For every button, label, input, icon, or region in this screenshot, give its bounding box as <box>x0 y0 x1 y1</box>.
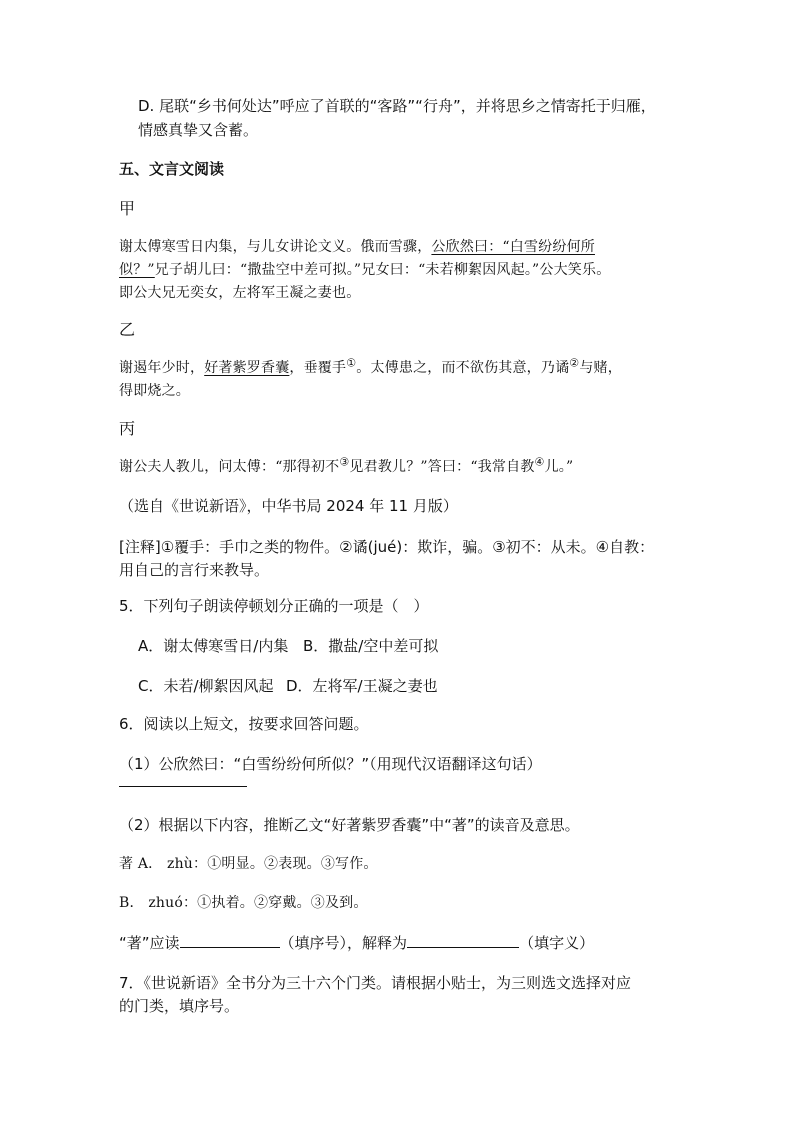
passage-b-line1 <box>119 357 679 380</box>
passage-b-underlined: 好著紫罗香囊 <box>204 360 290 376</box>
source-citation: （选自《世说新语》，中华书局 2024 年 11 月版） <box>119 497 458 515</box>
passage-c-text1: 谢公夫人教儿，问太傅：“那得初不 <box>119 459 340 475</box>
q7-line1: 7．《世说新语》全书分为三十六个门类。请根据小贴士，为三则选文选择对应 <box>119 974 632 992</box>
annotation-line2: 用自己的言行来教导。 <box>119 561 270 579</box>
q6-reading-a: 著 A． zhù：①明显。②表现。③写作。 <box>119 856 378 872</box>
passage-a-underlined2: 似？” <box>119 262 155 278</box>
prev-option-d-line2: 情感真挚又含蓄。 <box>138 121 259 139</box>
passage-a-line3: 即公大兄无奕女，左将军王凝之妻也。 <box>119 285 361 301</box>
q5-stem: 5．下列句子朗读停顿划分正确的一项是（ ） <box>119 597 429 615</box>
q6-stem: 6．阅读以上短文，按要求回答问题。 <box>119 715 369 733</box>
section-title: 五、文言文阅读 <box>119 160 225 178</box>
q6-fill <box>119 931 679 955</box>
q5-options-row1 <box>138 634 698 658</box>
q6-fill-part3: （填字义） <box>519 934 595 952</box>
passage-b-note1: ① <box>346 356 357 370</box>
passage-c-note4: ④ <box>534 455 545 469</box>
q5-option-a: A．谢太傅寒雪日/内集 <box>138 637 289 655</box>
q6-reading-blank[interactable] <box>180 931 280 948</box>
passage-c-line1 <box>119 456 679 479</box>
q6-sub1: （1）公欣然曰：“白雪纷纷何所似？”（用现代汉语翻译这句话） <box>119 755 542 773</box>
passage-a-line1 <box>119 236 679 259</box>
q6-meaning-blank[interactable] <box>407 931 519 948</box>
q5-option-b: B．撒盐/空中差可拟 <box>303 637 439 655</box>
passage-a-label: 甲 <box>119 199 136 218</box>
q6-sub2: （2）根据以下内容，推断乙文“好著紫罗香囊”中“著”的读音及意思。 <box>119 816 580 834</box>
passage-a-text2: 兄子胡儿曰：“撒盐空中差可拟。”兄女曰：“未若柳絮因风起。”公大笑乐。 <box>154 262 611 278</box>
passage-b-text1: 谢遏年少时， <box>119 360 205 376</box>
passage-c-text3: 儿。” <box>544 459 574 475</box>
q5-options-row2 <box>138 674 698 698</box>
annotation-line1: [注释]①覆手：手巾之类的物件。②谲(jué)：欺诈，骗。③初不：从未。④自教： <box>119 538 655 556</box>
passage-b-text2: ，垂覆手 <box>289 360 347 376</box>
passage-a-text1: 谢太傅寒雪日内集，与儿女讲论文义。俄而雪骤， <box>119 239 432 255</box>
passage-a-underlined1: 公欣然曰：“白雪纷纷何所 <box>431 239 595 255</box>
passage-c-note3: ③ <box>339 455 350 469</box>
q6-fill-part1: “著”应读 <box>119 934 180 952</box>
q6-reading-b: B． zhuó：①执着。②穿戴。③及到。 <box>119 895 368 911</box>
passage-b-line2: 得即烧之。 <box>119 383 190 399</box>
passage-c-label: 丙 <box>119 419 136 438</box>
q6-fill-part2: （填序号），解释为 <box>279 934 408 952</box>
q5-option-d: D．左将军/王凝之妻也 <box>286 677 438 695</box>
q6-sub1-answer-blank[interactable] <box>119 770 247 787</box>
prev-option-d <box>138 94 698 118</box>
prev-option-d-line1: D. 尾联“乡书何处达”呼应了首联的“客路”“行舟”，并将思乡之情寄托于归雁， <box>138 97 656 115</box>
passage-b-text3: 。太傅患之，而不欲伤其意，乃谲 <box>356 360 570 376</box>
passage-b-text4: 与赌， <box>579 360 622 376</box>
passage-b-note2: ② <box>569 356 580 370</box>
q6-sub1-answer-line[interactable] <box>119 770 679 794</box>
prev-option-d-cont <box>138 118 698 142</box>
passage-c-text2: 见君教儿？”答曰：“我常自教 <box>349 459 535 475</box>
passage-b-label: 乙 <box>119 320 136 339</box>
q7-line2: 的门类，填序号。 <box>119 997 240 1015</box>
q5-option-c: C．未若/柳絮因风起 <box>138 677 274 695</box>
passage-a-line2 <box>119 259 679 282</box>
